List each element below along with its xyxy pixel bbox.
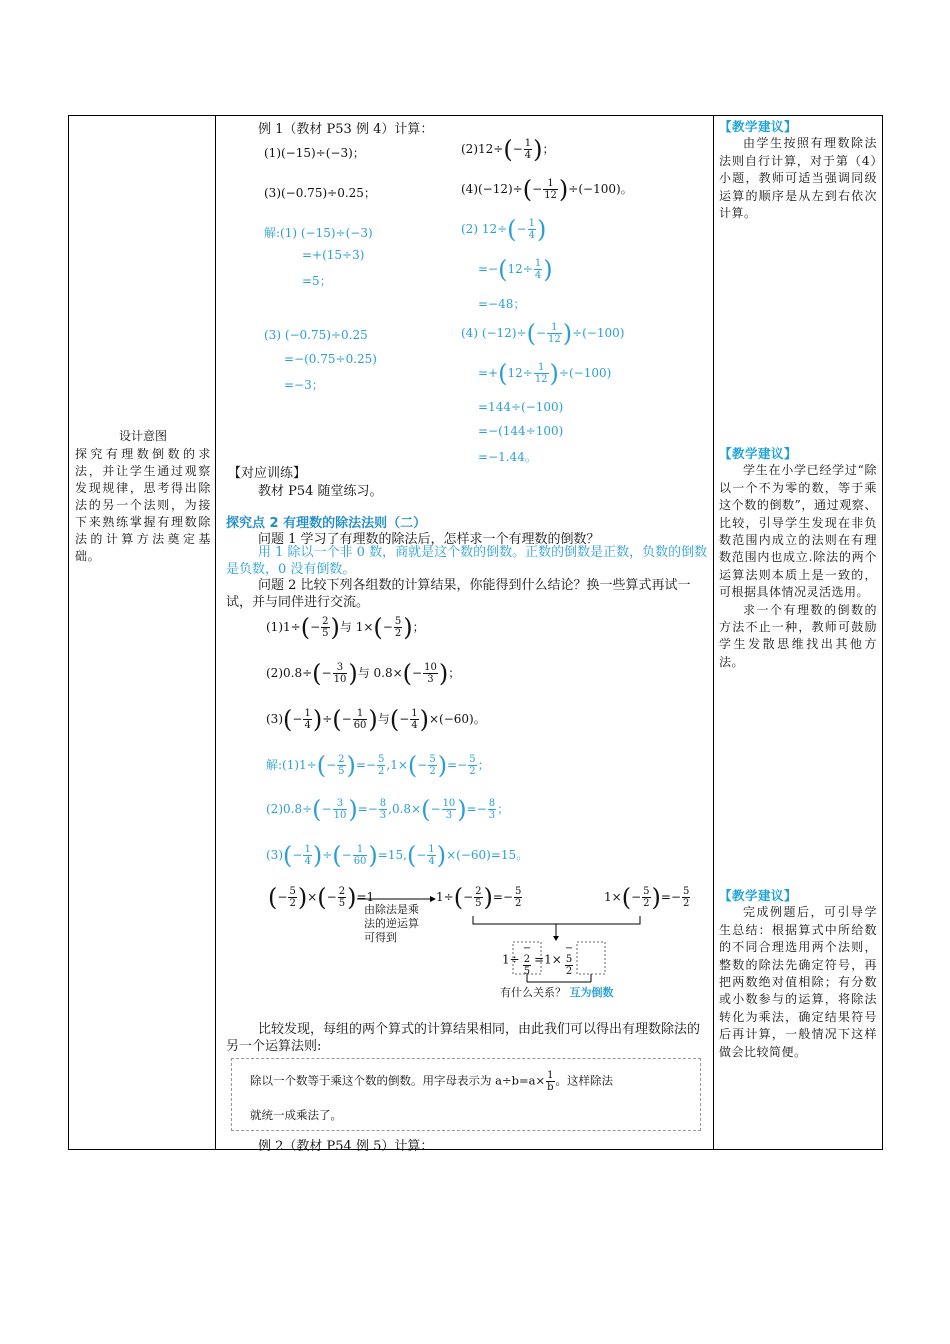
advice-text: 由学生按照有理数除法法则自行计算，对于第（4）小题，教师可适当强调同级运算的顺序是从左到右依次计算。 [719,136,877,221]
compare-1: (1)1÷(− $\frac{2}{5}$ )与 1×(− $\frac{5}{2}$ )； [266,613,425,642]
s4b-text: =+ [478,366,499,380]
lesson-table [68,115,883,1154]
practice-text: 教材 P54 随堂练习。 [258,484,383,499]
rule-line-1: 除以一个数等于乘这个数的倒数。用字母表示为 a÷b=a× $\frac{1}{b}$ 。这样除法 [250,1070,614,1093]
advice-block-1 [719,118,877,222]
example-1-title: 例 1（教材 P53 例 4）计算： [258,122,434,137]
advice-label: 【教学建议】 [719,888,798,903]
practice-label: 【对应训练】 [228,466,307,481]
design-intent-body: 探究有理数倒数的求法，并让学生通过观察发现规律，思考得出除法的另一个法则，为接下来熟练掌握有理数除法的计算方法奠定基础。 [75,447,211,563]
advice-text: 完成例题后，可引导学生总结：根据算式中所给数的不同合理选用两个法则，整数的除法先确定符号，再把两数绝对值相除；有分数或小数参与的运算，将除法转化为乘法，确定结果符号后再计算，一般情况下这样做会比较简便。 [719,905,877,1059]
question-1-answer: 用 1 除以一个非 0 数，商就是这个数的倒数。正数的倒数是正数，负数的倒数是负数，0 没有倒数。 [226,545,708,577]
diag-expr-2: 1÷(− $\frac{2}{5}$ )=− $\frac{5}{2}$ [436,883,522,912]
diag-q-text: 有什么关系？ [500,986,566,999]
column-divider [713,116,714,1149]
rule-line-2: 就统一成乘法了。 [250,1108,342,1122]
example-2-title: 例 2（教材 P54 例 5）计算： [258,1139,434,1154]
rule-text-a: 除以一个数等于乘这个数的倒数。用字母表示为 a÷b=a× [250,1073,546,1088]
question-1-text: 问题 1 学习了有理数的除法后，怎样求一个有理数的倒数？ [258,532,600,547]
solution-1c: =5； [302,274,332,288]
solution-3b: =−(0.75÷0.25) [284,352,377,366]
solution-1b: =+(15÷3) [302,248,365,262]
compare-answer-3: (3)(− $\frac{1}{4}$ )÷(− $\frac{1}{60}$ )=15,(− $\frac{1}{4}$ )×(−60)=15。 [266,841,529,870]
solution-3a: (3) (−0.75)÷0.25 [264,328,368,342]
diagram-arrows [268,884,708,999]
s2b-text: =− [478,262,499,276]
c2-text: (2)0.8÷ [266,666,313,680]
s4b-text-post: ÷(−100) [558,366,612,380]
diag-question [500,984,614,1000]
solution-2b: =−(12÷ $\frac{1}{4}$ ) [478,255,553,284]
question-1: (1)(−15)÷(−3)； [264,146,365,160]
c3-text: (3) [266,712,283,726]
solution-1a: 解:(1) (−15)÷(−3) [264,226,373,240]
advice-text: 学生在小学已经学过“除以一个不为零的数，等于乘这个数的倒数”，通过观察、比较，引导学生发现在非负数范围内成立的法则在有理数范围内也成立.除法的两个运算法则本质上是一致的，可根据具体情况灵活选用。 [719,463,877,600]
q2-text: (2)12÷ [461,142,504,156]
advice-label: 【教学建议】 [719,119,798,134]
question-4: (4)(−12)÷(− $\frac{1}{12}$ )÷(−100)。 [461,175,633,204]
compare-2: (2)0.8÷(− $\frac{3}{10}$ )与 0.8×(− $\frac{10}{3}$ )； [266,659,461,688]
reciprocal-diagram [268,884,708,999]
solution-3c: =−3； [284,378,324,392]
and-text: 与 [339,620,352,634]
diag-expr-1: (− $\frac{5}{2}$ )×(− $\frac{2}{5}$ )=1 [268,883,375,912]
diag-expr-3: 1×(− $\frac{5}{2}$ )=− $\frac{5}{2}$ [604,883,690,912]
design-intent-title: 设计意图 [118,429,167,443]
s4a-text-post: ÷(−100) [572,326,625,340]
c1-text: (1)1÷ [266,620,301,634]
solution-4b: =+(12÷ $\frac{1}{12}$ )÷(−100) [478,359,612,388]
rule-box [231,1058,701,1131]
advice-text: 求一个有理数的倒数的方法不止一种，教师可鼓励学生发散思维找出其他方法。 [719,602,877,669]
q4-text: (4)(−12)÷ [461,182,523,196]
conclusion-text: 比较发现，每组的两个算式的计算结果相同，由此我们可以得出有理数除法的另一个运算法则: [226,1022,701,1054]
question-2-text: 问题 2 比较下列各组数的计算结果，你能得到什么结论？换一些算式再试一试，并与同伴进行交流。 [226,578,691,610]
s4a-text: (4) (−12)÷ [461,326,527,340]
compare-3: (3)(− $\frac{1}{4}$ )÷(− $\frac{1}{60}$ )与(− $\frac{1}{4}$ )×(−60)。 [266,705,486,734]
design-intent [75,428,211,565]
advice-block-2 [719,445,877,671]
section-heading: 探究点 2 有理数的除法法则（二） [226,516,427,531]
and-text: 与 [377,712,390,726]
solution-4c: =144÷(−100) [478,400,564,414]
compare-answer-1: 解:(1)1÷(− $\frac{2}{5}$ )=− $\frac{5}{2}$ ,1×(− $\frac{5}{2}$ )=− $\frac{5}{2}$ ； [266,751,490,780]
advice-block-3 [719,887,877,1061]
question-2: (2)12÷(− $\frac{1}{4}$ )； [461,135,555,164]
question-3: (3)(−0.75)÷0.25； [264,186,376,200]
rule-text-b: 。这样除法 [555,1073,614,1088]
solution-4e: =−1.44。 [478,450,537,464]
solution-4a: (4) (−12)÷(− $\frac{1}{12}$ )÷(−100) [461,319,625,348]
solution-2c: =−48； [478,297,526,311]
solution-4d: =−(144÷100) [478,424,564,438]
q4-text-post: ÷(−100)。 [568,182,633,196]
compare-answer-2: (2)0.8÷(− $\frac{3}{10}$ )=− $\frac{8}{3}$ ,0.8×(− $\frac{10}{3}$ )=− $\frac{8}{3}$ ； [266,795,510,824]
diag-note: 由除法是乘法的逆运算可得到 [364,903,419,944]
solution-2a: (2) 12÷(− $\frac{1}{4}$ ) [461,215,547,244]
diag-expr-4: 1÷− 2 5 =1×− 5 2 [502,943,574,977]
s2a-text: (2) 12÷ [461,222,508,236]
column-divider [215,116,216,1149]
diag-answer: 互为倒数 [569,986,614,999]
ans-text: 解:(1)1÷ [266,758,317,772]
and-text: 与 [357,666,370,680]
advice-label: 【教学建议】 [719,446,798,461]
